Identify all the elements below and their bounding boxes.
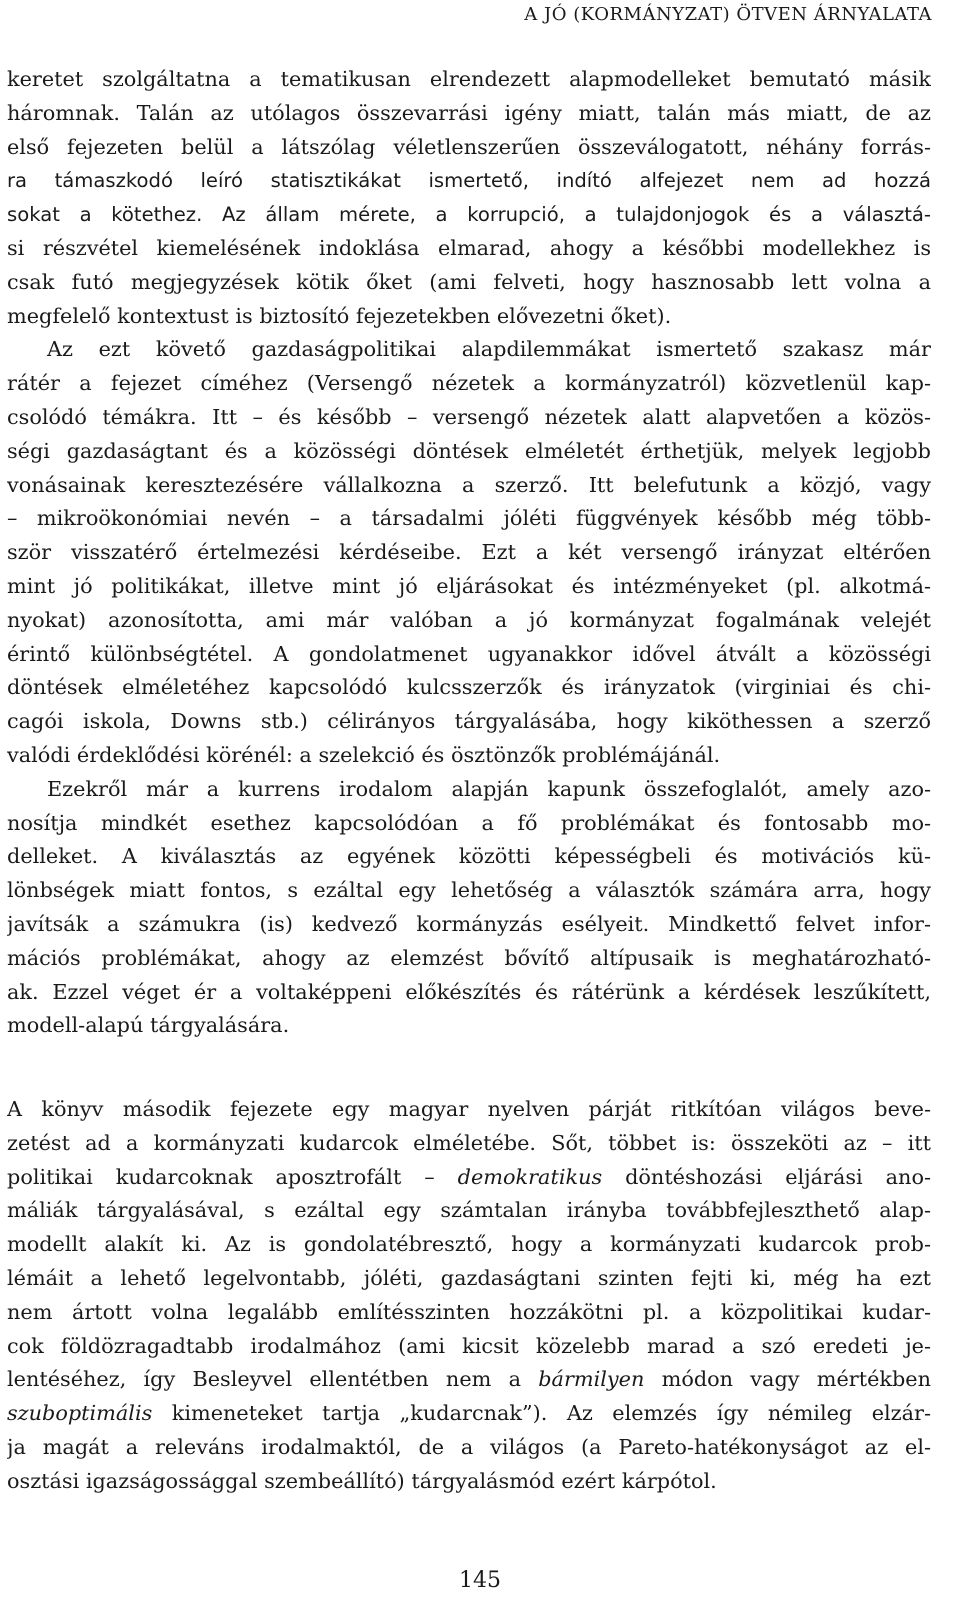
text-line: si részvétel kiemelésének indoklása elmarad, ahogy a későbbi modellekhez is: [7, 235, 931, 260]
text-line: cagói iskola, Downs stb.) célirányos tárgyalásába, hogy kiköthessen a szerző: [7, 709, 931, 734]
running-header-title: A JÓ (KORMÁNYZAT) ÖTVEN ÁRNYALATA: [524, 4, 932, 25]
text-line: csolódó témákra. Itt – és később – versengő nézetek alatt alapvetően a közös-: [7, 404, 931, 429]
text-line: delleket. A kiválasztás az egyének közötti képességbeli és motivációs kü-: [7, 844, 931, 869]
text-line-with-italic: [7, 1161, 931, 1195]
text-line: – mikroökonómiai nevén – a társadalmi jóléti függvények később még több-: [7, 506, 931, 531]
text-line: lönbségek miatt fontos, s ezáltal egy lehetőség a választók számára arra, hogy: [7, 878, 931, 903]
text-line: ak. Ezzel véget ér a voltaképpeni előkészítés és rátérünk a kérdések leszűkített,: [7, 979, 931, 1004]
body-text-section-1: [7, 63, 931, 1043]
text-line: ször visszatérő értelmezési kérdéseibe. Ezt a két versengő irányzat eltérően: [7, 540, 931, 565]
text-line: Az ezt követő gazdaságpolitikai alapdilemmákat ismertető szakasz már: [47, 337, 931, 362]
text-line: modell-alapú tárgyalására.: [7, 1013, 290, 1038]
text-line: mint jó politikákat, illetve mint jó eljárásokat és intézményeket (pl. alkotmá-: [7, 573, 931, 598]
text-line: háromnak. Talán az utólagos összevarrási igény miatt, talán más miatt, de az: [7, 100, 931, 125]
text-line: rátér a fejezet címéhez (Versengő nézetek a kormányzatról) közvetlenül kap-: [7, 371, 931, 396]
text-fragment: kimeneteket tartja „kudarcnak”). Az elemzés így némileg elzár-: [152, 1401, 931, 1426]
italic-term: szuboptimális: [7, 1401, 153, 1426]
text-line: A könyv második fejezete egy magyar nyelven párját ritkítóan világos beve-: [7, 1097, 931, 1121]
italic-term: demokratikus: [457, 1164, 603, 1189]
text-line: osztási igazságossággal szembeállító) tárgyalásmód ezért kárpótol.: [7, 1468, 717, 1493]
text-line: mációs problémákat, ahogy az elemzést bővítő altípusaik is meghatározható-: [7, 945, 931, 970]
text-line: Ezekről már a kurrens irodalom alapján kapunk összefoglalót, amely azo-: [47, 776, 931, 801]
text-line: nosítja mindkét esethez kapcsolódóan a fő problémákat és fontosabb mo-: [7, 810, 931, 835]
text-line: cok földözragadtabb irodalmához (ami kicsit közelebb marad a szó eredeti je-: [7, 1333, 931, 1358]
text-line: megfelelő kontextust is biztosító fejezetekben elővezetni őket).: [7, 303, 672, 328]
text-line: valódi érdeklődési körénél: a szelekció és ösztönzők problémájánál.: [7, 742, 721, 767]
text-line: nem ártott volna legalább említésszinten hozzákötni pl. a közpolitikai kudar-: [7, 1299, 931, 1324]
text-line: ja magát a releváns irodalmaktól, de a világos (a Pareto-hatékonyságot az el-: [7, 1434, 931, 1459]
text-line-with-italic: [7, 1363, 931, 1397]
text-line: vonásainak keresztezésére vállalkozna a szerző. Itt belefutunk a közjó, vagy: [7, 472, 931, 497]
text-line: csak futó megjegyzések kötik őket (ami felveti, hogy hasznosabb lett volna a: [7, 269, 931, 294]
italic-term: bármilyen: [538, 1367, 645, 1392]
text-fragment: politikai kudarcoknak aposztrofált –: [7, 1164, 458, 1189]
text-line: ra támaszkodó leíró statisztikákat ismertető, indító alfejezet nem ad hozzá: [7, 169, 931, 193]
text-line-with-italic: [7, 1397, 931, 1431]
text-line: máliák tárgyalásával, s ezáltal egy számtalan irányba továbbfejleszthető alap-: [7, 1198, 931, 1223]
text-line: érintő különbségtétel. A gondolatmenet ugyanakkor idővel átvált a közösségi: [7, 641, 931, 666]
text-fragment: döntéshozási eljárási ano-: [602, 1164, 931, 1189]
text-line: első fejezeten belül a látszólag véletlenszerűen összeválogatott, néhány forrás-: [7, 134, 931, 159]
body-text-section-2: [7, 1093, 931, 1499]
text-line: keretet szolgáltatna a tematikusan elrendezett alapmodelleket bemutató másik: [7, 67, 931, 91]
text-line: ségi gazdaságtant és a közösségi döntések elméletét érthetjük, melyek legjobb: [7, 438, 931, 463]
page-number: 145: [459, 1568, 501, 1593]
text-fragment: módon vagy mértékben: [644, 1367, 931, 1392]
text-line: javítsák a számukra (is) kedvező kormányzás esélyeit. Mindkettő felvet infor-: [7, 911, 931, 936]
text-line: modellt alakít ki. Az is gondolatébresztő, hogy a kormányzati kudarcok prob-: [7, 1232, 931, 1257]
text-line: zetést ad a kormányzati kudarcok elméletébe. Sőt, többet is: összeköti az – itt: [7, 1130, 931, 1155]
text-line: sokat a kötethez. Az állam mérete, a korrupció, a tulajdonjogok és a választá-: [7, 203, 931, 227]
text-line: döntések elméletéhez kapcsolódó kulcsszerzők és irányzatok (virginiai és chi-: [7, 675, 931, 700]
text-line: lémáit a lehető legelvontabb, jóléti, gazdaságtani szinten fejti ki, még ha ezt: [7, 1265, 931, 1290]
text-fragment: lentéséhez, így Besleyvel ellentétben nem a: [7, 1367, 539, 1392]
text-line: nyokat) azonosította, ami már valóban a jó kormányzat fogalmának velejét: [7, 607, 931, 632]
